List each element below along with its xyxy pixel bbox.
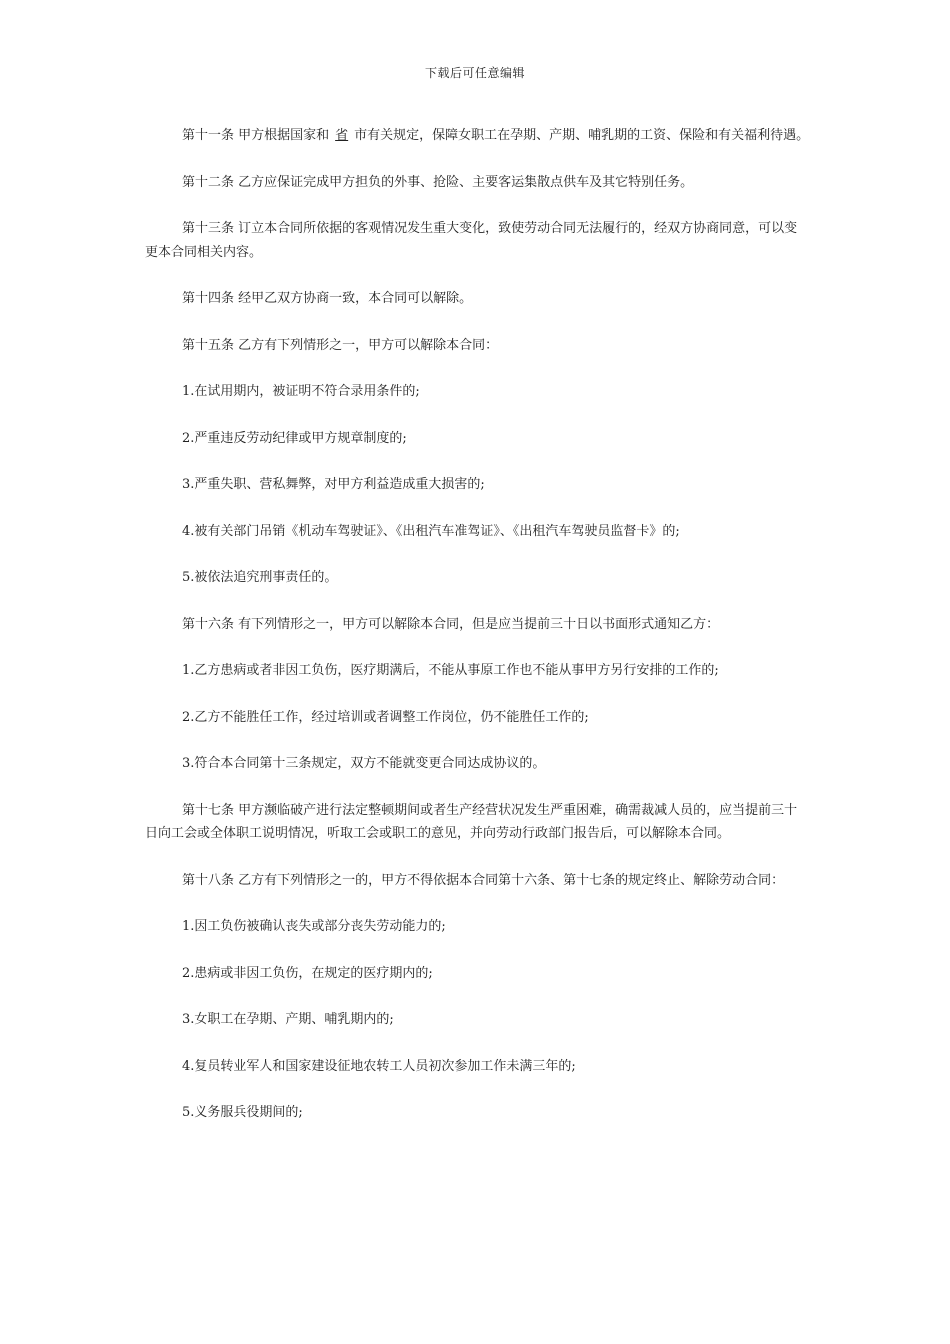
article-15-item-3: 3.严重失职、营私舞弊，对甲方利益造成重大损害的; — [182, 477, 485, 492]
article-18-item-5: 5.义务服兵役期间的; — [182, 1105, 303, 1120]
article-16-item-1: 1.乙方患病或者非因工负伤，医疗期满后，不能从事原工作也不能从事甲方另行安排的工作的; — [182, 663, 719, 678]
article-11-text-after: 市有关规定，保障女职工在孕期、产期、哺乳期的工资、保险和有关福利待遇。 — [354, 128, 810, 143]
article-18-item-1: 1.因工负伤被确认丧失或部分丧失劳动能力的; — [182, 919, 446, 934]
article-15: 第十五条 乙方有下列情形之一，甲方可以解除本合同： — [182, 337, 499, 353]
article-15-item-1: 1.在试用期内，被证明不符合录用条件的; — [182, 384, 420, 399]
article-11-blank-province: 省 — [335, 128, 349, 143]
article-16-item-2: 2.乙方不能胜任工作，经过培训或者调整工作岗位，仍不能胜任工作的; — [182, 709, 589, 725]
article-11 — [145, 124, 810, 148]
article-12: 第十二条 乙方应保证完成甲方担负的外事、抢险、主要客运集散点供车及其它特别任务。 — [182, 174, 694, 190]
article-18: 第十八条 乙方有下列情形之一的，甲方不得依据本合同第十六条、第十七条的规定终止、解除劳动合同： — [182, 872, 785, 888]
article-13: 第十三条 订立本合同所依据的客观情况发生重大变化，致使劳动合同无法履行的，经双方协商同意，可以变更本合同相关内容。 — [145, 221, 798, 260]
article-16-item-3: 3.符合本合同第十三条规定，双方不能就变更合同达成协议的。 — [182, 756, 546, 771]
article-18-item-4: 4.复员转业军人和国家建设征地农转工人员初次参加工作未满三年的; — [182, 1058, 576, 1074]
article-16: 第十六条 有下列情形之一，甲方可以解除本合同，但是应当提前三十日以书面形式通知乙方： — [182, 616, 720, 632]
article-15-item-4: 4.被有关部门吊销《机动车驾驶证》、《出租汽车准驾证》、《出租汽车驾驶员监督卡》的; — [182, 523, 680, 539]
article-17: 第十七条 甲方濒临破产进行法定整顿期间或者生产经营状况发生严重困难，确需裁减人员的，应当提前三十日向工会或全体职工说明情况，听取工会或职工的意见，并向劳动行政部门报告后，可以解除本合同。 — [145, 802, 798, 841]
page-header-note: 下载后可任意编辑 — [424, 66, 525, 80]
article-14: 第十四条 经甲乙双方协商一致，本合同可以解除。 — [182, 291, 473, 306]
article-18-item-2: 2.患病或非因工负伤，在规定的医疗期内的; — [182, 965, 433, 981]
document-body — [145, 124, 810, 1148]
article-11-text-before: 第十一条 甲方根据国家和 — [182, 128, 330, 143]
article-15-item-5: 5.被依法追究刑事责任的。 — [182, 570, 338, 585]
article-15-item-2: 2.严重违反劳动纪律或甲方规章制度的; — [182, 430, 407, 446]
article-18-item-3: 3.女职工在孕期、产期、哺乳期内的; — [182, 1012, 394, 1027]
